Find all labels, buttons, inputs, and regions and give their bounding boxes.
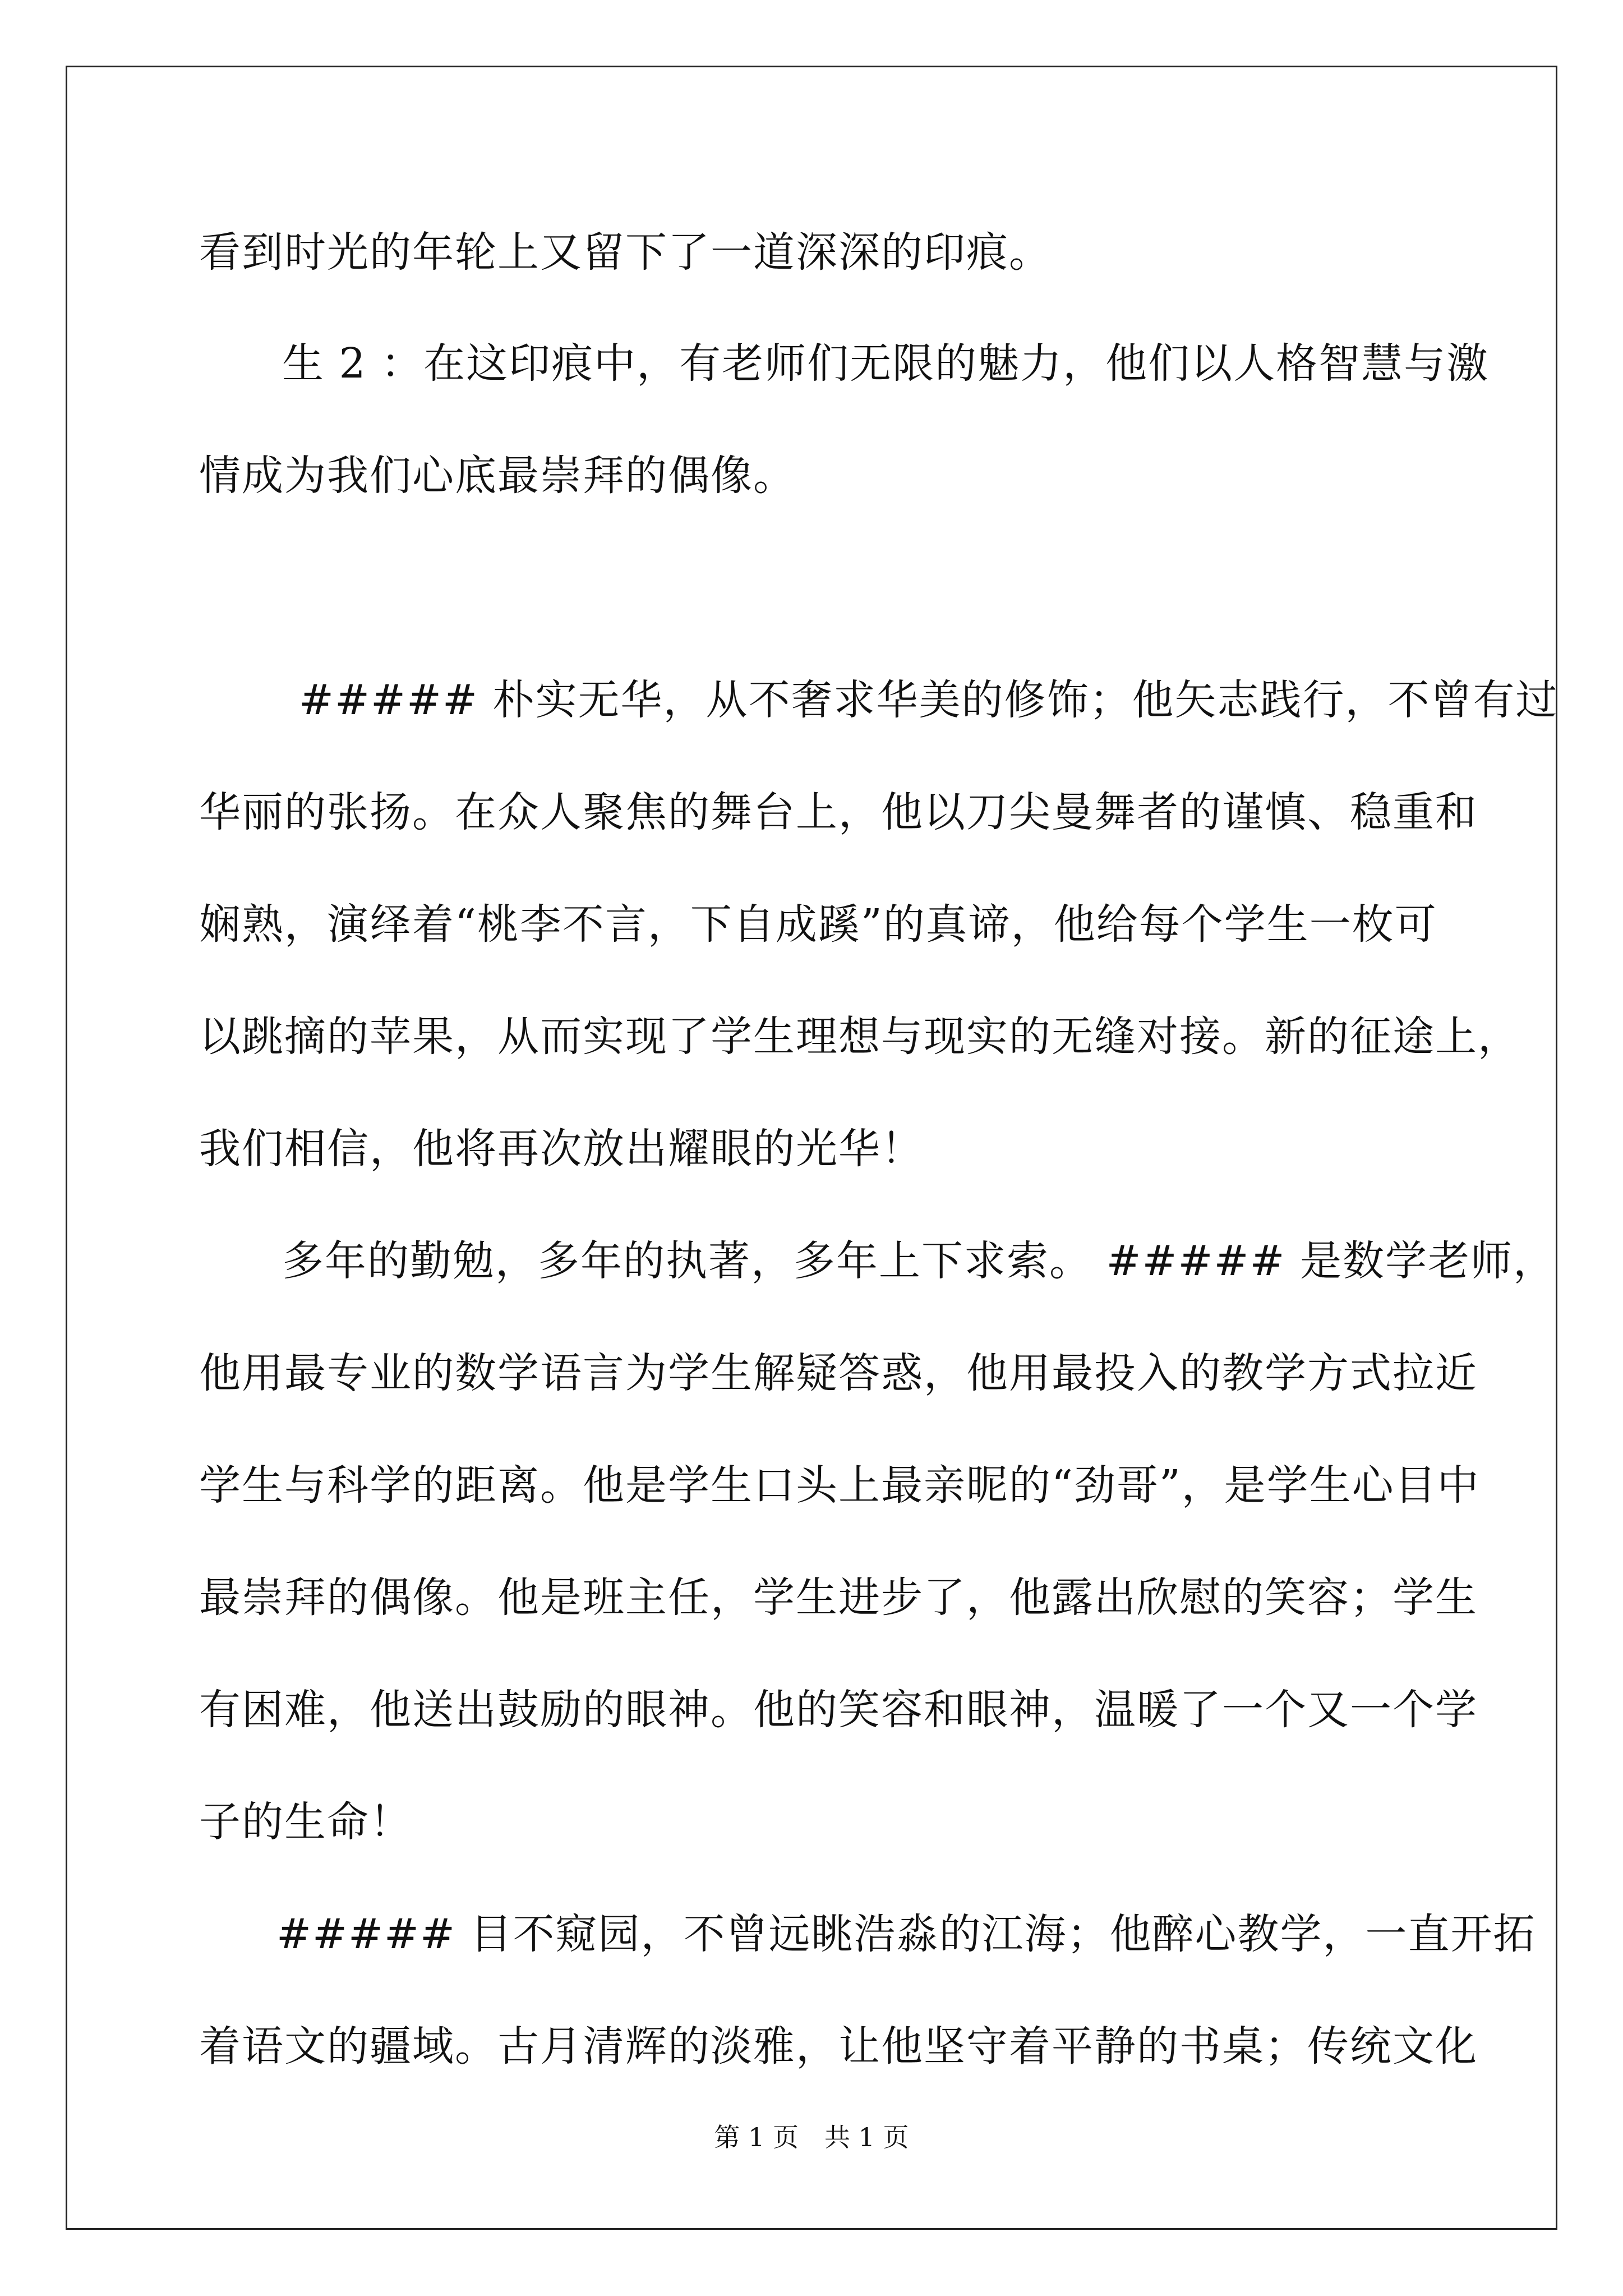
text-line: 以跳摘的苹果，从而实现了学生理想与现实的无缝对接。新的征途上，	[199, 1013, 1520, 1061]
text-line: 华丽的张扬。在众人聚焦的舞台上，他以刀尖曼舞者的谨慎、稳重和	[199, 788, 1478, 836]
text-line: 学生与科学的距离。他是学生口头上最亲昵的“劲哥”，是学生心目中	[199, 1461, 1480, 1510]
page-number-footer: 第 1 页 共 1 页	[714, 2122, 909, 2152]
text-line: 我们相信，他将再次放出耀眼的光华！	[199, 1125, 924, 1173]
text-line: 着语文的疆域。古月清辉的淡雅，让他坚守着平静的书桌；传统文化	[199, 2022, 1478, 2070]
text-line: 情成为我们心底最崇拜的偶像。	[199, 452, 796, 500]
text-line: 最崇拜的偶像。他是班主任，学生进步了，他露出欣慰的笑容；学生	[199, 1573, 1478, 1622]
text-line: 多年的勤勉，多年的执著，多年上下求索。 ##### 是数学老师，	[282, 1237, 1556, 1285]
text-line: 生 2 ：在这印痕中，有老师们无限的魅力，他们以人格智慧与激	[282, 339, 1490, 388]
text-line: 他用最专业的数学语言为学生解疑答惑，他用最投入的教学方式拉近	[199, 1349, 1478, 1397]
text-line: 有困难，他送出鼓励的眼神。他的笑容和眼神，温暖了一个又一个学	[199, 1686, 1478, 1734]
text-line: ##### 目不窥园，不曾远眺浩淼的江海；他醉心教学，一直开拓	[276, 1910, 1536, 1958]
text-line: 子的生命！	[199, 1798, 412, 1846]
text-line: 娴熟，演绎着“桃李不言，下自成蹊”的真谛，他给每个学生一枚可	[199, 900, 1437, 949]
text-line: 看到时光的年轮上又留下了一道深深的印痕。	[199, 228, 1052, 277]
text-line: ##### 朴实无华，从不奢求华美的修饰；他矢志践行，不曾有过	[299, 676, 1559, 724]
